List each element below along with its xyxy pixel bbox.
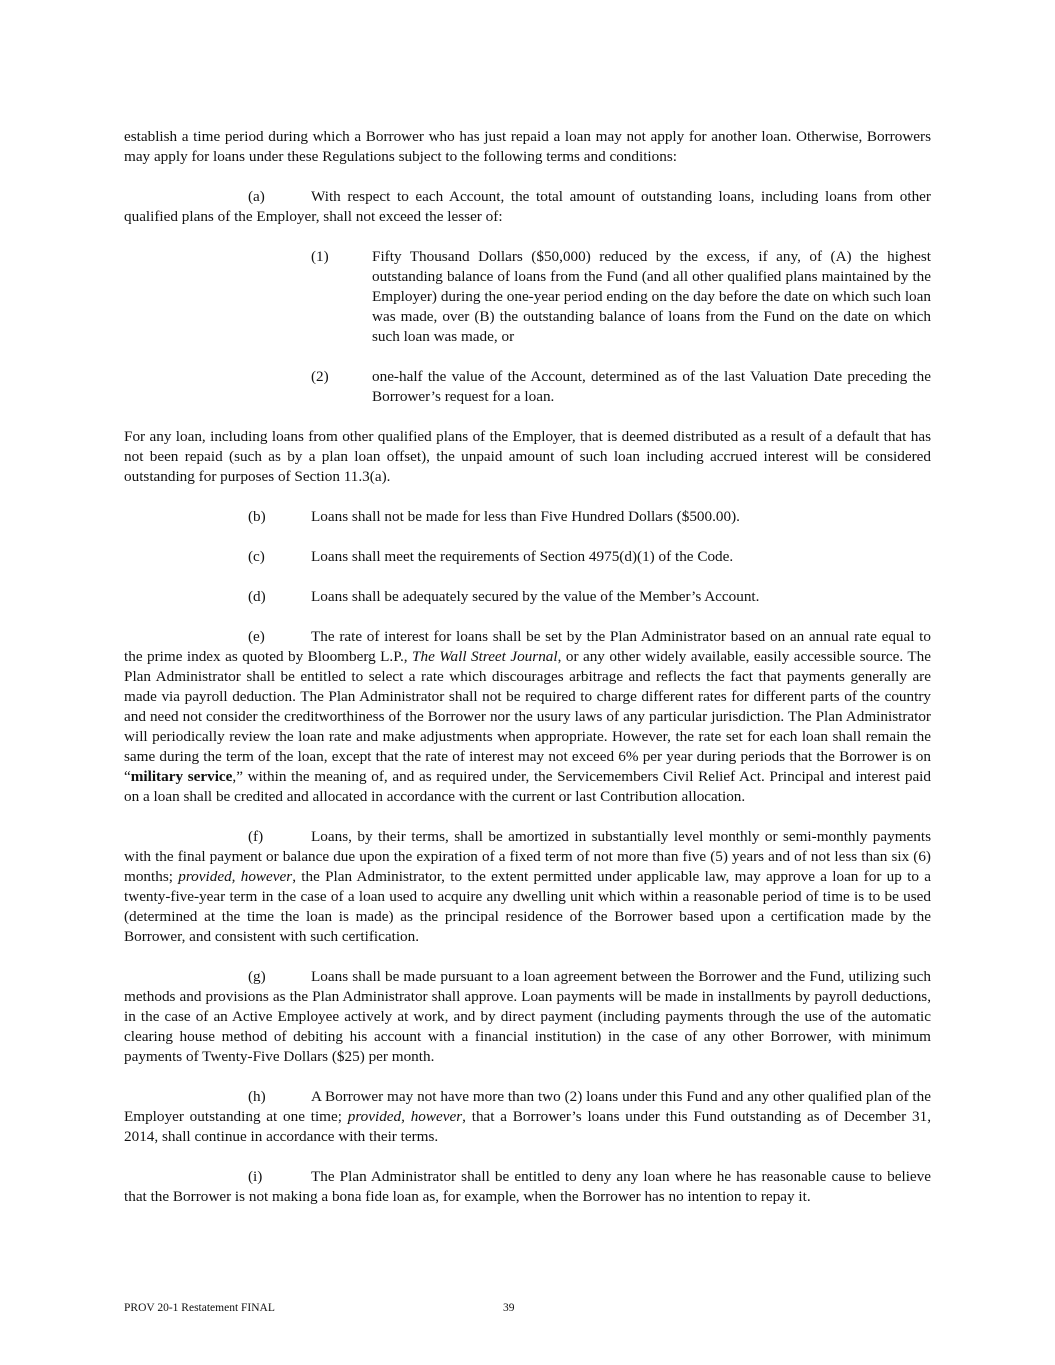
item-g-label: (g) (248, 968, 266, 985)
item-i-paragraph (124, 1167, 931, 1207)
item-e-text-2: , or any other widely available, easily accessible source. The Plan Administrator shall be entitled to select a rate which discourages arbitrage and reflects the fact that payments generally are made via payroll deduction. The Plan Administrator shall not be required to charge different rates for different parts of the country and need not consider the creditworthiness of the Borrower nor the usury laws of any particular jurisdiction. The Plan Administrator will periodically review the loan rate and make adjustments when appropriate. However, the rate set for each loan shall remain the same during the term of the loan, except that the rate of interest may not exceed 6% per year during periods that the Borrower is on “ (124, 648, 932, 785)
subitem-2 (124, 367, 931, 407)
item-h-label: (h) (248, 1088, 266, 1105)
item-g-paragraph (124, 967, 931, 1067)
item-i-label: (i) (248, 1168, 263, 1185)
item-f-text-2: , the Plan Administrator, to the extent permitted under applicable law, may approve a loan for up to a twenty-five-year term in the case of a loan used to acquire any dwelling unit which within a reasonable period of time is to be used (determined at the time the loan is made) as the principal residence of the Borrower based upon a certification made by the Borrower, and consistent with such certification. (124, 868, 931, 945)
item-a-label: (a) (248, 188, 265, 205)
item-c-text: Loans shall meet the requirements of Section 4975(d)(1) of the Code. (311, 548, 734, 565)
item-g-text: Loans shall be made pursuant to a loan agreement between the Borrower and the Fund, utilizing such methods and provisions as the Plan Administrator shall approve. Loan payments will be made in installments by payroll deductions, in the case of an Active Employee actively at work, and by direct payment (including payments through the use of the automatic clearing house method of debiting his account with a financial institution) in the case of any other Borrower, with minimum payments of Twenty-Five Dollars ($25) per month. (124, 968, 931, 1065)
item-i-text: The Plan Administrator shall be entitled to deny any loan where he has reasonable cause to believe that the Borrower is not making a bona fide loan as, for example, when the Borrower has no intention to repay it. (124, 1168, 931, 1205)
item-d-paragraph (124, 587, 931, 607)
item-e-paragraph (124, 627, 931, 807)
subitem-1 (124, 247, 931, 347)
intro-paragraph: establish a time period during which a Borrower who has just repaid a loan may not apply for another loan. Otherwise, Borrowers may apply for loans under these Regulations subject to the following terms and conditions: (124, 128, 931, 165)
default-paragraph: For any loan, including loans from other qualified plans of the Employer, that is deemed distributed as a result of a default that has not been repaid (such as by a plan loan offset), the unpaid amount of such loan including accrued interest will be considered outstanding for purposes of Section 11.3(a). (124, 428, 931, 485)
item-f-proviso: provided, however (178, 868, 293, 885)
item-h-paragraph (124, 1087, 931, 1147)
item-a-text: With respect to each Account, the total amount of outstanding loans, including loans from other qualified plans of the Employer, shall not exceed the lesser of: (124, 188, 931, 225)
item-f-paragraph (124, 827, 931, 947)
item-c-label: (c) (248, 548, 265, 565)
subitem-1-text: Fifty Thousand Dollars ($50,000) reduced by the excess, if any, of (A) the highest outstanding balance of loans from the Fund (and all other qualified plans maintained by the Employer) during the one-year period ending on the day before the date on which such loan was made, over (B) the outstanding balance of loans from the Fund on the date on which such loan was made, or (372, 248, 931, 345)
item-b-paragraph (124, 507, 931, 527)
item-d-text: Loans shall be adequately secured by the value of the Member’s Account. (311, 588, 760, 605)
document-body (124, 127, 931, 1207)
item-h-text-2: , that a Borrower’s loans under this Fund outstanding as of December 31, 2014, shall continue in accordance with their terms. (124, 1108, 931, 1145)
item-b-text: Loans shall not be made for less than Five Hundred Dollars ($500.00). (311, 508, 740, 525)
footer-page-number: 39 (503, 1302, 515, 1314)
item-e-defined-term: military service (130, 768, 233, 785)
item-b-label: (b) (248, 508, 266, 525)
subitem-2-text: one-half the value of the Account, determined as of the last Valuation Date preceding the Borrower’s request for a loan. (372, 368, 931, 405)
item-d-label: (d) (248, 588, 266, 605)
subitem-2-label: (2) (311, 368, 329, 385)
item-f-label: (f) (248, 828, 264, 845)
item-h-proviso: provided, however (347, 1108, 463, 1125)
item-e-text-3: ,” within the meaning of, and as required under, the Servicemembers Civil Relief Act. Principal and interest paid on a loan shall be credited and allocated in accordance with the current or last Contribution allocation. (124, 768, 932, 805)
item-c-paragraph (124, 547, 931, 567)
footer-doc-id: PROV 20-1 Restatement FINAL (124, 1302, 275, 1314)
item-f-text-1: Loans, by their terms, shall be amortized in substantially level monthly or semi-monthly payments with the final payment or balance due upon the expiration of a fixed term of not more than five (5) years and of not less than six (6) months; (124, 828, 931, 885)
item-h-text-1: A Borrower may not have more than two (2) loans under this Fund and any other qualified plan of the Employer outstanding at one time; (124, 1088, 931, 1125)
item-e-label: (e) (248, 628, 265, 645)
subitem-1-label: (1) (311, 248, 329, 265)
item-e-journal-name: The Wall Street Journal (412, 648, 558, 665)
item-a-paragraph (124, 187, 931, 227)
item-e-text-1: The rate of interest for loans shall be set by the Plan Administrator based on an annual rate equal to the prime index as quoted by Bloomberg L.P., (124, 628, 931, 665)
